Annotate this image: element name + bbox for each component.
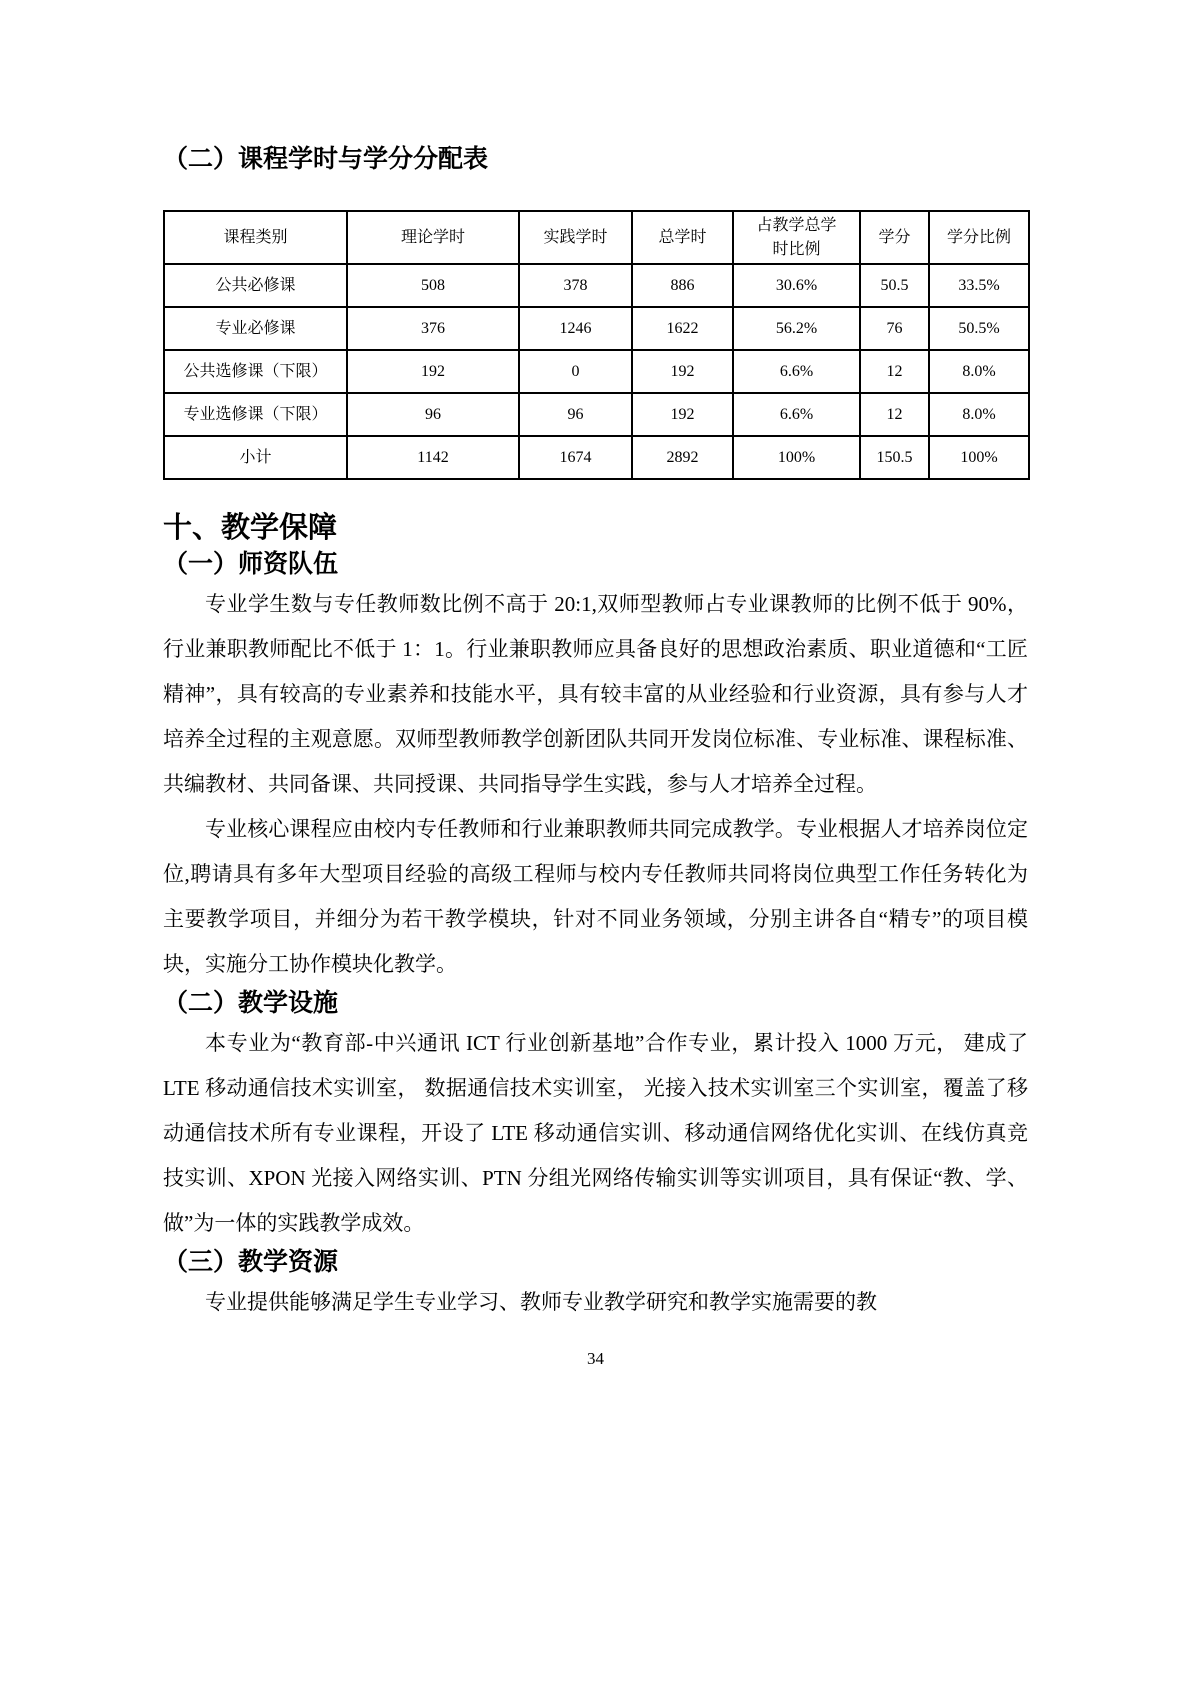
- cell-credits: 12: [860, 393, 929, 436]
- page-number: 34: [587, 1349, 604, 1368]
- header-hours-ratio-text: 占教学总学时比例: [756, 217, 837, 258]
- cell-total: 192: [632, 393, 733, 436]
- cell-category: 小计: [164, 436, 347, 479]
- cell-category: 公共选修课（下限）: [164, 350, 347, 393]
- table-header-row: [164, 211, 1029, 264]
- table-row: [164, 307, 1029, 350]
- cell-category: 专业选修课（下限）: [164, 393, 347, 436]
- cell-theory: 192: [347, 350, 519, 393]
- header-credits: 学分: [860, 211, 929, 264]
- header-practice-hours: 实践学时: [519, 211, 632, 264]
- cell-hours-ratio: 6.6%: [733, 350, 860, 393]
- subsection-heading-resources: （三）教学资源: [163, 1249, 339, 1276]
- cell-total: 1622: [632, 307, 733, 350]
- faculty-paragraph-2: 专业核心课程应由校内专任教师和行业兼职教师共同完成教学。专业根据人才培养岗位定位,聘请具有多年大型项目经验的高级工程师与校内专任教师共同将岗位典型工作任务转化为主要教学项目，并细分为若干教学模块，针对不同业务领域，分别主讲各自“精专”的项目模块，实施分工协作模块化教学。: [163, 817, 1028, 976]
- cell-practice: 0: [519, 350, 632, 393]
- cell-credits: 150.5: [860, 436, 929, 479]
- subsection-heading-faculty: （一）师资队伍: [163, 551, 339, 578]
- cell-hours-ratio: 100%: [733, 436, 860, 479]
- cell-total: 192: [632, 350, 733, 393]
- cell-credits: 50.5: [860, 264, 929, 307]
- chapter-heading-teaching-support: 十、教学保障: [163, 512, 338, 544]
- cell-practice: 96: [519, 393, 632, 436]
- header-credit-ratio: 学分比例: [929, 211, 1029, 264]
- table-row: [164, 264, 1029, 307]
- cell-credit-ratio: 100%: [929, 436, 1029, 479]
- cell-credit-ratio: 33.5%: [929, 264, 1029, 307]
- cell-credits: 76: [860, 307, 929, 350]
- header-hours-ratio: [733, 211, 860, 264]
- cell-theory: 96: [347, 393, 519, 436]
- table-row: [164, 393, 1029, 436]
- cell-practice: 378: [519, 264, 632, 307]
- faculty-paragraph-1: 专业学生数与专任教师数比例不高于 20:1,双师型教师占专业课教师的比例不低于 90%， 行业兼职教师配比不低于 1：1。行业兼职教师应具备良好的思想政治素质、职业道德和“工匠精神”，具有较高的专业素养和技能水平，具有较丰富的从业经验和行业资源，具有参与人才培养全过程的主观意愿。双师型教师教学创新团队共同开发岗位标准、专业标准、课程标准、共编教材、共同备课、共同授课、共同指导学生实践，参与人才培养全过程。: [163, 592, 1028, 796]
- cell-credit-ratio: 8.0%: [929, 350, 1029, 393]
- cell-hours-ratio: 6.6%: [733, 393, 860, 436]
- cell-category: 公共必修课: [164, 264, 347, 307]
- cell-hours-ratio: 56.2%: [733, 307, 860, 350]
- cell-credit-ratio: 8.0%: [929, 393, 1029, 436]
- cell-theory: 1142: [347, 436, 519, 479]
- cell-credit-ratio: 50.5%: [929, 307, 1029, 350]
- credit-table-section-title: （二）课程学时与学分分配表: [163, 146, 489, 173]
- subsection-heading-facilities: （二）教学设施: [163, 990, 339, 1017]
- page-content: [163, 143, 1028, 1369]
- cell-theory: 376: [347, 307, 519, 350]
- cell-theory: 508: [347, 264, 519, 307]
- cell-practice: 1674: [519, 436, 632, 479]
- resources-paragraph: 专业提供能够满足学生专业学习、教师专业教学研究和教学实施需要的教: [205, 1290, 877, 1314]
- cell-hours-ratio: 30.6%: [733, 264, 860, 307]
- header-total-hours: 总学时: [632, 211, 733, 264]
- table-row: [164, 350, 1029, 393]
- table-row-subtotal: [164, 436, 1029, 479]
- cell-total: 886: [632, 264, 733, 307]
- cell-credits: 12: [860, 350, 929, 393]
- cell-practice: 1246: [519, 307, 632, 350]
- cell-total: 2892: [632, 436, 733, 479]
- facilities-paragraph: 本专业为“教育部-中兴通讯 ICT 行业创新基地”合作专业，累计投入 1000 万元， 建成了 LTE 移动通信技术实训室， 数据通信技术实训室， 光接入技术实训室三个实训室，覆盖了移动通信技术所有专业课程，开设了 LTE 移动通信实训、移动通信网络优化实训、在线仿真竞技实训、XPON 光接入网络实训、PTN 分组光网络传输实训等实训项目，具有保证“教、学、做”为一体的实践教学成效。: [163, 1031, 1028, 1235]
- cell-category: 专业必修课: [164, 307, 347, 350]
- course-hours-credit-table: [163, 210, 1030, 480]
- header-course-category: 课程类别: [164, 211, 347, 264]
- header-theory-hours: 理论学时: [347, 211, 519, 264]
